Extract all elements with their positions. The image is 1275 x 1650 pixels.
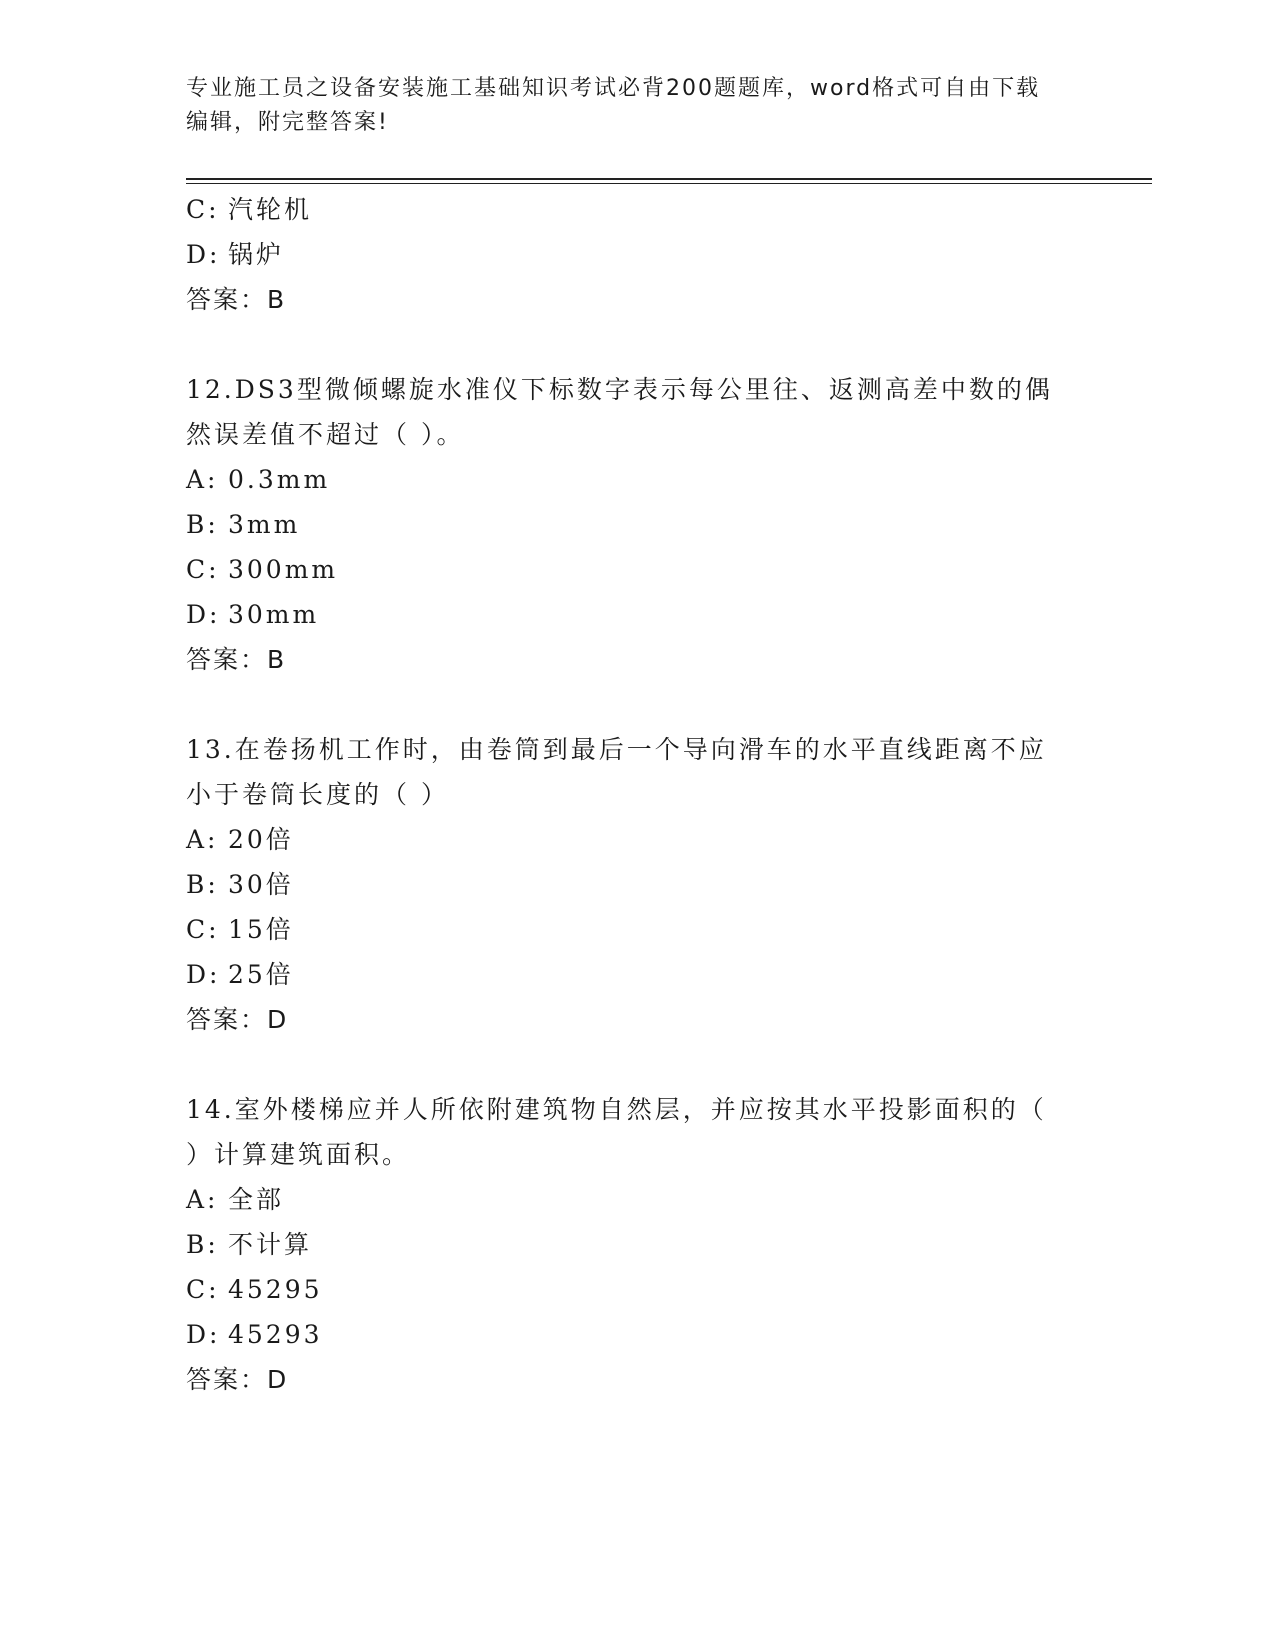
option-label: C: bbox=[186, 555, 220, 584]
option-c bbox=[186, 554, 338, 586]
option-text: 30mm bbox=[228, 600, 320, 629]
option-text: 45293 bbox=[228, 1320, 323, 1349]
option-text: 3mm bbox=[228, 510, 301, 539]
option-label: C: bbox=[186, 1275, 220, 1304]
option-c bbox=[186, 914, 294, 946]
document-header bbox=[186, 72, 1066, 140]
option-label: D: bbox=[186, 600, 221, 629]
question-stem-line-2: ）计算建筑面积。 bbox=[186, 1140, 411, 1169]
answer-line: 答案：B bbox=[186, 285, 287, 314]
option-label: A: bbox=[186, 465, 219, 494]
answer-line: 答案：B bbox=[186, 645, 287, 674]
option-label: D: bbox=[186, 240, 221, 269]
question-stem-line-1: 12.DS3型微倾螺旋水准仪下标数字表示每公里往、返测高差中数的偶 bbox=[186, 375, 1053, 404]
header-divider-thick bbox=[186, 178, 1152, 180]
option-text: 不计算 bbox=[228, 1230, 313, 1259]
option-d bbox=[186, 599, 319, 631]
question-stem-line-2: 小于卷筒长度的（ ） bbox=[186, 780, 449, 809]
option-label: C: bbox=[186, 195, 220, 224]
option-label: C: bbox=[186, 915, 220, 944]
option-text: 45295 bbox=[228, 1275, 323, 1304]
option-label: A: bbox=[186, 1185, 219, 1214]
option-text: 25倍 bbox=[228, 960, 294, 989]
option-label: A: bbox=[186, 825, 219, 854]
option-text: 300mm bbox=[228, 555, 339, 584]
option-label: B: bbox=[186, 510, 219, 539]
option-a bbox=[186, 1184, 284, 1216]
option-label: D: bbox=[186, 960, 221, 989]
option-b bbox=[186, 869, 294, 901]
option-a bbox=[186, 824, 294, 856]
option-label: B: bbox=[186, 870, 219, 899]
option-text: 15倍 bbox=[228, 915, 294, 944]
header-line-1: 专业施工员之设备安装施工基础知识考试必背200题题库，word格式可自由下载 bbox=[186, 76, 1041, 101]
option-c bbox=[186, 1274, 323, 1306]
option-b bbox=[186, 1229, 312, 1261]
option-d bbox=[186, 1319, 323, 1351]
option-text: 0.3mm bbox=[228, 465, 331, 494]
answer-line: 答案：D bbox=[186, 1005, 289, 1034]
option-text: 全部 bbox=[228, 1185, 285, 1214]
question-stem-line-1: 13.在卷扬机工作时，由卷筒到最后一个导向滑车的水平直线距离不应 bbox=[186, 735, 1047, 764]
question-stem-line-1: 14.室外楼梯应并人所依附建筑物自然层，并应按其水平投影面积的（ bbox=[186, 1095, 1047, 1124]
option-text: 汽轮机 bbox=[228, 195, 313, 224]
option-d bbox=[186, 239, 284, 271]
header-line-2: 编辑，附完整答案! bbox=[186, 110, 389, 135]
option-d bbox=[186, 959, 294, 991]
option-c bbox=[186, 194, 312, 226]
answer-line: 答案：D bbox=[186, 1365, 289, 1394]
option-b bbox=[186, 509, 300, 541]
option-text: 锅炉 bbox=[228, 240, 285, 269]
question-stem-line-2: 然误差值不超过（ ）。 bbox=[186, 420, 465, 449]
header-divider-thin bbox=[186, 183, 1152, 184]
option-text: 30倍 bbox=[228, 870, 294, 899]
option-label: B: bbox=[186, 1230, 219, 1259]
option-text: 20倍 bbox=[228, 825, 294, 854]
option-a bbox=[186, 464, 330, 496]
option-label: D: bbox=[186, 1320, 221, 1349]
